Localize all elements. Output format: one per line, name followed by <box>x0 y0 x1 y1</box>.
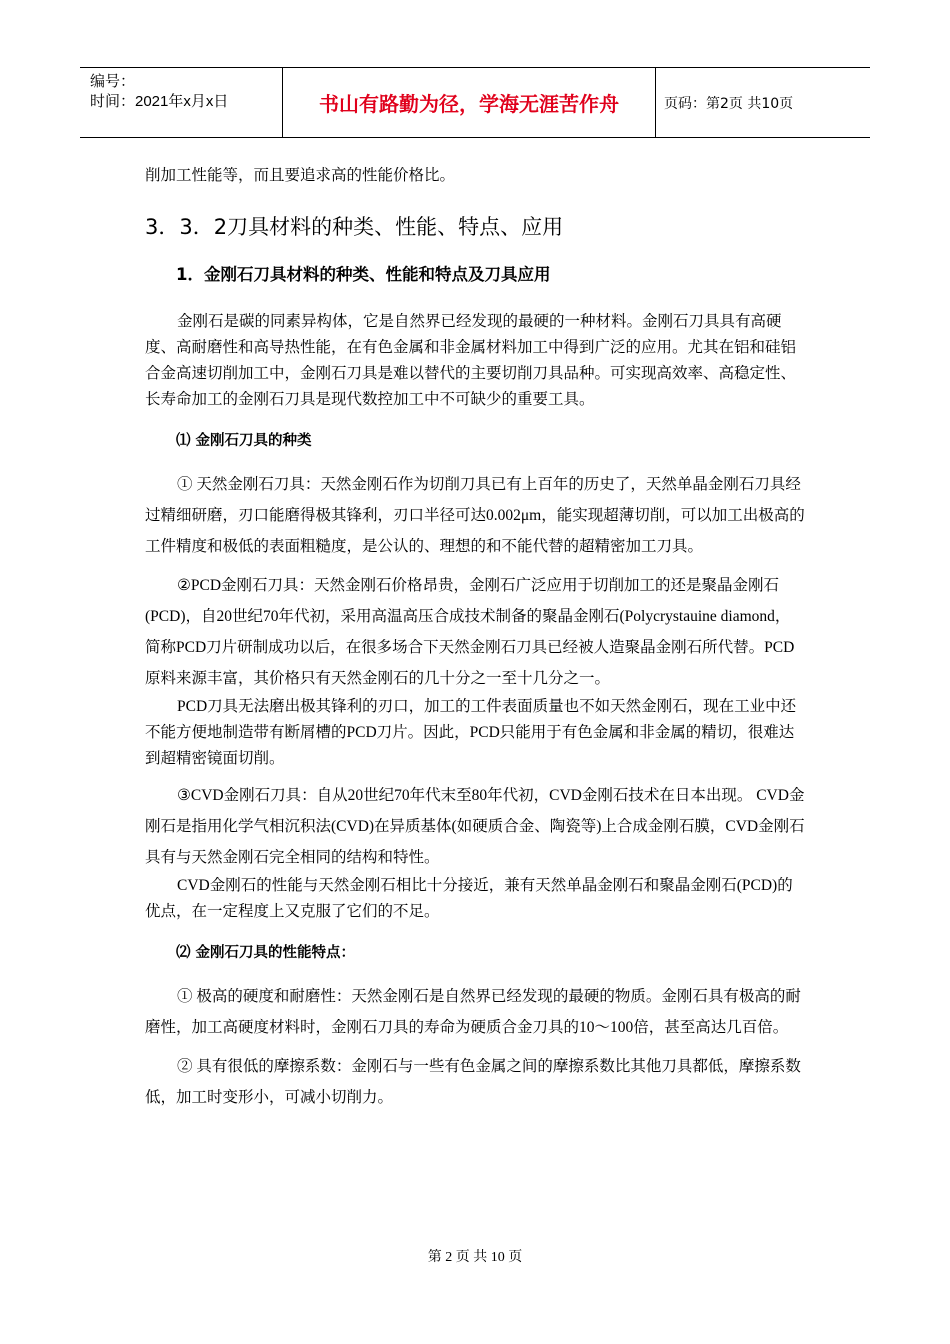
page-footer: 第 2 页 共 10 页 <box>427 1250 523 1265</box>
paragraph-prop-hardness: ① 极高的硬度和耐磨性：天然金刚石是自然界已经发现的最硬的物质。金刚石具有极高的耐磨性，加工高硬度材料时，金刚石刀具的寿命为硬质合金刀具的10～100倍，甚至高达几百倍。 <box>145 988 801 1036</box>
document-date-label: 时间：2021年x月x日 <box>90 93 229 110</box>
paragraph-kind-pcd: ②PCD金刚石刀具：天然金刚石价格昂贵，金刚石广泛应用于切削加工的还是聚晶金刚石(PCD)，自20世纪70年代初，采用高温高压合成技术制备的聚晶金刚石(Polycrystauine diamond，简称PCD刀片研制成功以后，在很多场合下天然金刚石刀具已经被人造聚晶金刚石所代替。PCD原料来源丰富，其价格只有天然金刚石的几十分之一至十几分之一。 <box>145 577 795 687</box>
paragraph-kind-cvd-cont: CVD金刚石的性能与天然金刚石相比十分接近，兼有天然单晶金刚石和聚晶金刚石(PCD)的优点，在一定程度上又克服了它们的不足。 <box>145 877 793 920</box>
page-header <box>80 67 870 138</box>
paragraph-kind-cvd: ③CVD金刚石刀具：自从20世纪70年代末至80年代初，CVD金刚石技术在日本出现。 CVD金刚石是指用化学气相沉积法(CVD)在异质基体(如硬质合金、陶瓷等)上合成金刚石膜，CVD金刚石具有与天然金刚石完全相同的结构和特性。 <box>145 787 805 866</box>
kinds-heading: ⑴ 金刚石刀具的种类 <box>176 433 312 449</box>
header-meta <box>80 68 283 137</box>
paragraph-prop-friction: ② 具有很低的摩擦系数：金刚石与一些有色金属之间的摩擦系数比其他刀具都低，摩擦系数低，加工时变形小，可减小切削力。 <box>145 1058 801 1106</box>
paragraph-kind-natural: ① 天然金刚石刀具：天然金刚石作为切削刀具已有上百年的历史了，天然单晶金刚石刀具经过精细研磨，刃口能磨得极其锋利，刃口半径可达0.002μm，能实现超薄切削，可以加工出极高的工件精度和极低的表面粗糙度，是公认的、理想的和不能代替的超精密加工刀具。 <box>145 476 805 555</box>
paragraph-intro: 金刚石是碳的同素异构体，它是自然界已经发现的最硬的一种材料。金刚石刀具具有高硬度、高耐磨性和高导热性能，在有色金属和非金属材料加工中得到广泛的应用。尤其在铝和硅铝合金高速切削加工中，金刚石刀具是难以替代的主要切削刀具品种。可实现高效率、高稳定性、长寿命加工的金刚石刀具是现代数控加工中不可缺少的重要工具。 <box>145 313 797 408</box>
header-motto: 书山有路勤为径，学海无涯苦作舟 <box>283 68 656 137</box>
section-heading: 3．3．2刀具材料的种类、性能、特点、应用 <box>145 215 564 239</box>
header-page-number: 页码：第2页 共10页 <box>664 95 794 112</box>
document-body <box>145 160 805 1113</box>
subsection-heading: 1．金刚石刀具材料的种类、性能和特点及刀具应用 <box>176 265 551 284</box>
properties-heading: ⑵ 金刚石刀具的性能特点： <box>176 945 356 961</box>
paragraph-kind-pcd-cont: PCD刀具无法磨出极其锋利的刃口，加工的工件表面质量也不如天然金刚石，现在工业中还不能方便地制造带有断屑槽的PCD刀片。因此，PCD只能用于有色金属和非金属的精切，很难达到超精密镜面切削。 <box>145 698 797 767</box>
paragraph-continued: 削加工性能等，而且要追求高的性能价格比。 <box>145 167 456 184</box>
document-number-label: 编号： <box>90 73 136 90</box>
